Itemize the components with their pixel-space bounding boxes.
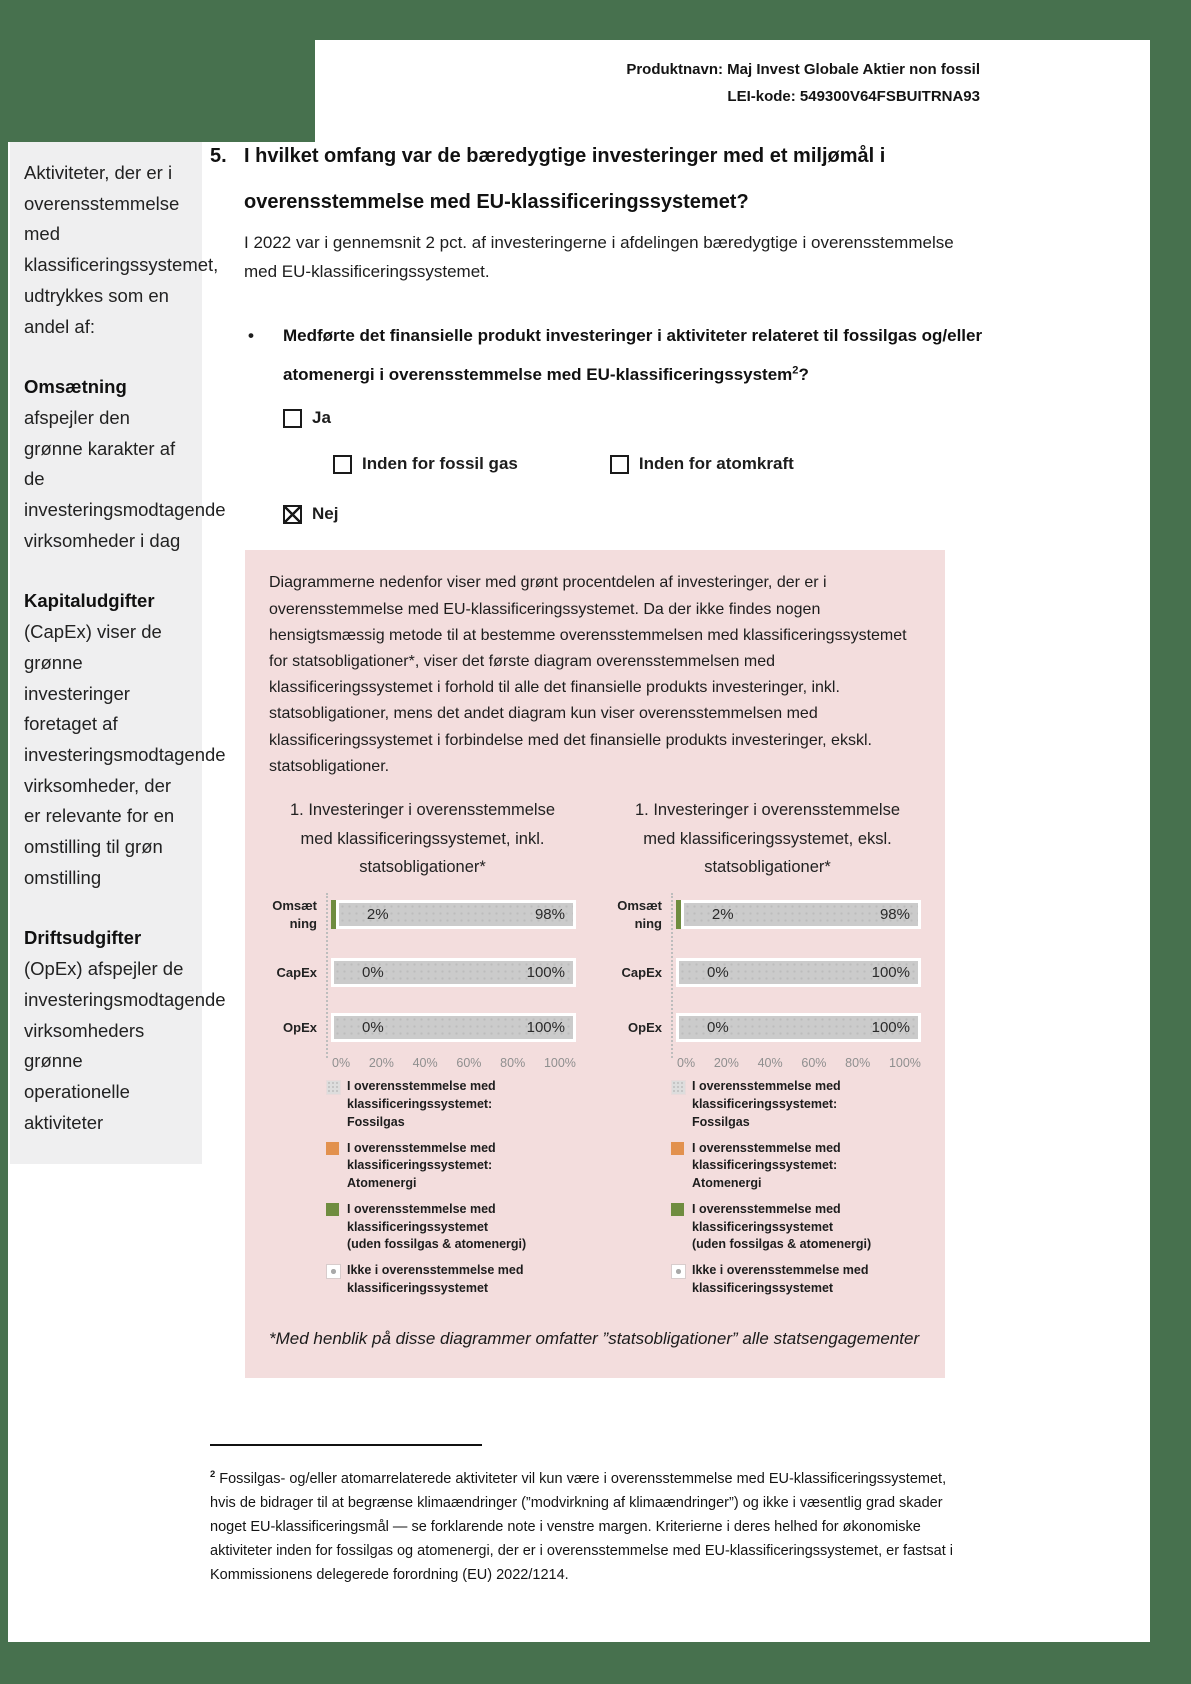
bar-row-omsaetning [269, 897, 576, 932]
bar-segment-not-aligned [331, 1013, 576, 1042]
fossil-question [248, 316, 985, 394]
chart-plot-area [269, 897, 576, 1042]
axis-tick: 20% [368, 1056, 394, 1071]
checkbox-unchecked-icon [333, 455, 352, 474]
product-name: Produktnavn: Maj Invest Globale Aktier non fossil [626, 61, 980, 78]
legend-swatch-atomenergi-icon [326, 1142, 339, 1155]
bar-segment-not-aligned [681, 900, 921, 929]
not-aligned-value: 100% [871, 964, 910, 982]
sidebar-intro: Aktiviteter, der er i overensstemmelse med klassificeringssystemet, udtrykkes som en andel af: [24, 162, 219, 337]
question-intro: I 2022 var i gennemsnit 2 pct. af investeringerne i afdelingen bæredygtige i overensstemmelse med EU-klassificeringssystemet. [244, 233, 954, 281]
option-atomkraft-label: Inden for atomkraft [638, 454, 794, 474]
axis-tick: 40% [412, 1056, 438, 1071]
margin-note-sidebar [10, 142, 226, 1164]
option-ja [283, 408, 985, 428]
checkbox-checked-icon [283, 505, 302, 524]
legend-swatch-fossilgas-icon [326, 1080, 341, 1095]
axis-tick: 40% [757, 1056, 783, 1071]
bar-row-omsaetning [614, 897, 921, 932]
sidebar-item-kapitaludgifter [24, 586, 226, 893]
axis-tick: 60% [801, 1056, 827, 1071]
legend-item-not-aligned: Ikke i overensstemmelse med klassificeringssystemet [671, 1262, 921, 1298]
sub-options-row [333, 454, 985, 474]
bar [676, 900, 921, 929]
legend-item-atomenergi: I overensstemmelse med klassificeringssystemet: Atomenergi [326, 1140, 576, 1193]
not-aligned-value: 100% [871, 1019, 910, 1037]
sidebar-term-text: (CapEx) viser de grønne investeringer foretaget af investeringsmodtagende virksomheder, der er relevante for en omstilling til grøn omstilling [24, 621, 226, 888]
legend-swatch-green-icon [326, 1203, 339, 1216]
legend-item-not-aligned: Ikke i overensstemmelse med klassificeringssystemet [326, 1262, 576, 1298]
taxonomy-infobox [245, 550, 945, 1378]
footnote-number: 2 [210, 1468, 216, 1480]
bar-segment-not-aligned [676, 1013, 921, 1042]
bar-segment-not-aligned [331, 958, 576, 987]
axis-tick: 80% [845, 1056, 871, 1071]
bar-label: Omsætning [272, 898, 317, 931]
not-aligned-value: 98% [879, 906, 910, 924]
bar-label: CapEx [276, 965, 317, 981]
chart-legend [671, 1078, 921, 1297]
legend-item-fossilgas: I overensstemmelse med klassificeringssystemet: Fossilgas [326, 1078, 576, 1131]
bar-segment-not-aligned [336, 900, 576, 929]
statsobligationer-note: *Med henblik på disse diagrammer omfatter ”statsobligationer” alle statsengagementer [269, 1328, 920, 1348]
legend-item-fossilgas: I overensstemmelse med klassificeringssystemet: Fossilgas [671, 1078, 921, 1131]
infobox-paragraph: Diagrammerne nedenfor viser med grønt procentdelen af investeringer, der er i overensstemmelse med EU-klassificeringssystemet. Da der ikke findes nogen hensigtsmæssig metode til at bestemme overensstemmelsen med klassificeringssystemet for statsobligationer*, viser det første diagram overensstemmelsen med klassificeringssystemet i forhold til alle det finansielle produkts investeringer, inkl. statsobligationer, mens det andet diagram kun viser overensstemmelsen med klassificeringssystemet i forbindelse med det finansielle produkts investeringer, ekskl. statsobligationer. [269, 574, 907, 775]
sidebar-term-text: (OpEx) afspejler de investeringsmodtagende virksomheders grønne operationelle aktiviteter [24, 958, 226, 1133]
bar-label: CapEx [621, 965, 662, 981]
legend-swatch-green-icon [671, 1203, 684, 1216]
footnote-2: $^2$ Fossilgas- og/eller atomarrelaterede aktiviteter vil kun være i overensstemmelse med EU-klassificeringssystemet, hvis de bidrager til at begrænse klimaændringer (”modvirkning af klimaændringer”) og ikke i væsentlig grad skader noget EU-klassificeringsmål — se forklarende note i venstre margen. Kriterierne i deres helhed for økonomiske aktiviteter inden for fossilgas og atomenergi, der er i overensstemmelse med EU-klassificeringssystemet, er fastsat i Kommissionens delegerede forordning (EU) 2022/1214. [210, 1468, 954, 1584]
legend-item-aligned-green: I overensstemmelse med klassificeringssystemet (uden fossilgas & atomenergi) [326, 1201, 576, 1254]
sidebar-term-text: afspejler den grønne karakter af de investeringsmodtagende virksomheder i dag [24, 406, 226, 551]
chart-title: 1. Investeringer i overensstemmelse med klassificeringssystemet, eksl. statsobligationer* [634, 801, 901, 876]
not-aligned-value: 100% [526, 1019, 565, 1037]
bar-label: OpEx [283, 1020, 317, 1036]
chart-plot-area [614, 897, 921, 1042]
axis-tick: 100% [888, 1056, 921, 1071]
option-nej-label: Nej [312, 504, 339, 524]
bar-row-opex [614, 1013, 921, 1042]
option-fossil-gas-label: Inden for fossil gas [362, 454, 518, 474]
bullet-icon: • [248, 326, 254, 346]
question-number: 5. [210, 145, 227, 167]
axis-line [326, 893, 328, 1058]
not-aligned-value: 100% [526, 964, 565, 982]
chart-legend [326, 1078, 576, 1297]
bar [331, 958, 576, 987]
sidebar-term: Omsætning [24, 376, 127, 398]
question-title: I hvilket omfang var de bæredygtige investeringer med et miljømål i overensstemmelse med EU-klassificeringssystemet? [244, 145, 886, 213]
legend-swatch-fossilgas-icon [671, 1080, 686, 1095]
chart-inkl-statsobligationer [269, 796, 576, 1305]
legend-item-aligned-green: I overensstemmelse med klassificeringssystemet (uden fossilgas & atomenergi) [671, 1201, 921, 1254]
axis-tick: 0% [332, 1056, 351, 1071]
aligned-value: 0% [362, 1019, 384, 1037]
question-heading [210, 133, 985, 225]
checkbox-unchecked-icon [610, 455, 629, 474]
axis-tick: 0% [677, 1056, 696, 1071]
sidebar-term: Kapitaludgifter [24, 590, 155, 612]
sidebar-item-omsaetning [24, 372, 226, 556]
bar [676, 1013, 921, 1042]
aligned-value: 2% [711, 906, 734, 924]
bar-row-capex [614, 958, 921, 987]
taxonomy-charts [269, 796, 921, 1305]
axis-tick: 20% [713, 1056, 739, 1071]
sidebar-term: Driftsudgifter [24, 927, 142, 949]
option-nej [283, 504, 985, 524]
x-axis-ticks [332, 1056, 576, 1070]
legend-item-atomenergi: I overensstemmelse med klassificeringssystemet: Atomenergi [671, 1140, 921, 1193]
chart-eksl-statsobligationer [614, 796, 921, 1305]
main-content [210, 133, 985, 1587]
aligned-value: 0% [707, 964, 729, 982]
bar [676, 958, 921, 987]
fossil-question-text: Medførte det finansielle produkt investeringer i aktiviteter relateret til fossilgas og/eller atomenergi i overensstemmelse med EU-klassificeringssystem$^2$? [283, 326, 983, 385]
sidebar-item-driftsudgifter [24, 923, 226, 1138]
bar-row-capex [269, 958, 576, 987]
axis-tick: 100% [543, 1056, 576, 1071]
axis-tick: 60% [456, 1056, 482, 1071]
corner-green-block [0, 0, 315, 142]
checkbox-unchecked-icon [283, 409, 302, 428]
option-ja-label: Ja [312, 408, 331, 428]
aligned-value: 0% [362, 964, 384, 982]
x-axis-ticks [677, 1056, 921, 1070]
legend-swatch-atomenergi-icon [671, 1142, 684, 1155]
document-header [626, 56, 980, 110]
bar-segment-not-aligned [676, 958, 921, 987]
footnote-reference: 2 [792, 364, 799, 377]
not-aligned-value: 98% [534, 906, 565, 924]
axis-line [671, 893, 673, 1058]
legend-swatch-not-aligned-icon [326, 1264, 341, 1279]
axis-tick: 80% [500, 1056, 526, 1071]
chart-title: 1. Investeringer i overensstemmelse med klassificeringssystemet, inkl. statsobligationer* [289, 801, 556, 876]
aligned-value: 0% [707, 1019, 729, 1037]
bar-label: OpEx [628, 1020, 662, 1036]
bar [331, 1013, 576, 1042]
footnote-divider [210, 1444, 482, 1446]
bar [331, 900, 576, 929]
aligned-value: 2% [366, 906, 389, 924]
bar-label: Omsætning [617, 898, 662, 931]
legend-swatch-not-aligned-icon [671, 1264, 686, 1279]
lei-code: LEI-kode: 549300V64FSBUITRNA93 [727, 88, 980, 105]
bar-row-opex [269, 1013, 576, 1042]
